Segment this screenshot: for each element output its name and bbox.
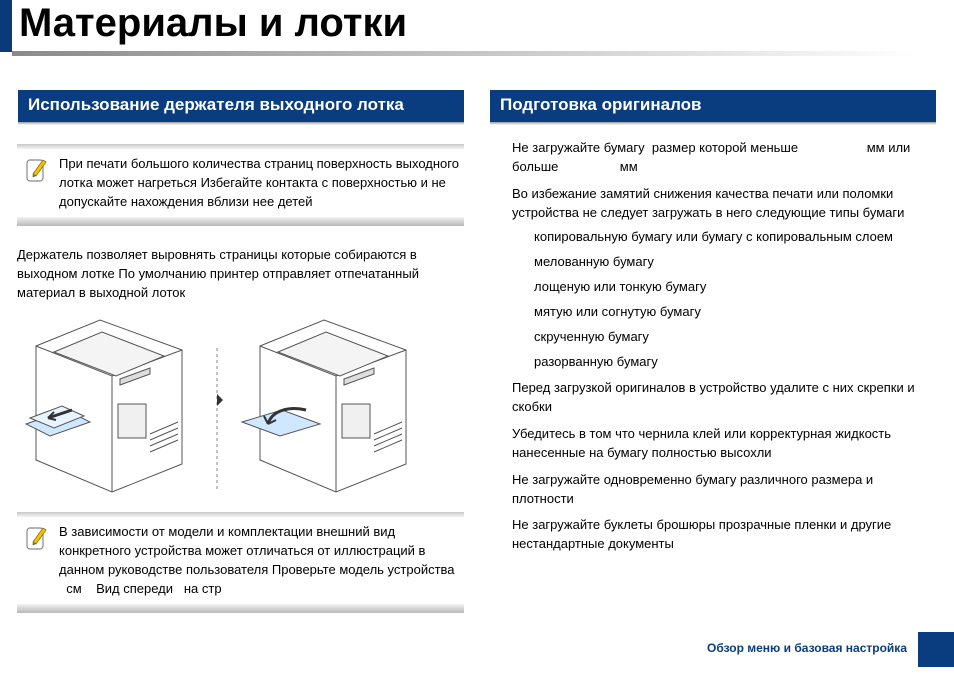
ink-dry-paragraph — [512, 424, 942, 462]
note-body — [17, 149, 464, 217]
note-line: данном руководстве пользователя Проверьте модель устройства — [59, 562, 455, 577]
mixed-paper-paragraph — [512, 470, 942, 508]
paragraph-line: Не загружайте одновременно бумагу различного размера и — [512, 472, 874, 487]
list-item: разорванную бумагу — [534, 354, 658, 369]
nonstandard-docs-paragraph — [512, 515, 942, 553]
list-item: лощеную или тонкую бумагу — [534, 279, 707, 294]
paragraph-line: скобки — [512, 399, 552, 414]
left-edge-bar — [0, 0, 12, 52]
list-item: копировальную бумагу или бумагу с копировальным слоем — [534, 229, 893, 244]
paragraph-line: Во избежание замятий снижения качества печати или поломки — [512, 186, 894, 201]
paragraph-line: устройства не следует загружать в него следующие типы бумаги — [512, 205, 905, 220]
paragraph-line: плотности — [512, 491, 574, 506]
paragraph-line: Не загружайте буклеты брошюры прозрачные пленки и другие — [512, 517, 892, 532]
forbidden-paper-intro — [512, 184, 942, 222]
section-header-output-tray-holder: Использование держателя выходного лотка — [18, 90, 464, 122]
note-line: лотка может нагреться Избегайте контакта с поверхностью и не — [59, 175, 446, 190]
list-item: скрученную бумагу — [534, 329, 649, 344]
paragraph-line: Убедитесь в том что чернила клей или корректурная жидкость — [512, 426, 892, 441]
note-bottom-shade — [17, 604, 464, 613]
printer-output-tray-illustration — [20, 314, 460, 504]
list-item: мелованную бумагу — [534, 254, 654, 269]
holder-description — [17, 245, 467, 302]
note-line: В зависимости от модели и комплектации внешний вид — [59, 524, 396, 539]
paragraph-line: материал в выходной лоток — [17, 285, 186, 300]
page-number-box — [918, 632, 954, 667]
note-bottom-shade — [17, 217, 464, 226]
note-model-appearance — [17, 512, 464, 613]
paragraph-line: больше мм — [512, 159, 638, 174]
note-line: допускайте нахождения вблизи нее детей — [59, 194, 313, 209]
title-divider — [12, 51, 917, 56]
note-heat-warning — [17, 144, 464, 226]
section-header-preparing-originals: Подготовка оригиналов — [490, 90, 936, 122]
footer-section-link[interactable]: Обзор меню и базовая настройка — [707, 641, 907, 655]
paragraph-line: нестандартные документы — [512, 536, 674, 551]
note-line: При печати большого количества страниц поверхность выходного — [59, 156, 459, 171]
paragraph-line: Держатель позволяет выровнять страницы которые собираются в — [17, 247, 417, 262]
paragraph-line: Не загружайте бумагу размер которой меньше мм или — [512, 140, 911, 155]
note-line: конкретного устройства может отличаться от иллюстраций в — [59, 543, 426, 558]
paper-size-limit — [512, 138, 942, 176]
paragraph-line: Перед загрузкой оригиналов в устройство удалите с них скрепки и — [512, 380, 915, 395]
list-item: мятую или согнутую бумагу — [534, 304, 701, 319]
paragraph-line: нанесенные на бумагу полностью высохли — [512, 445, 772, 460]
pencil-note-icon — [26, 157, 48, 183]
paragraph-line: выходном лотке По умолчанию принтер отправляет отпечатанный — [17, 266, 419, 281]
page-title: Материалы и лотки — [19, 1, 408, 45]
pencil-note-icon — [26, 525, 48, 551]
remove-staples-paragraph — [512, 378, 942, 416]
note-line: см Вид спереди на стр — [59, 581, 222, 596]
note-body — [17, 517, 464, 604]
